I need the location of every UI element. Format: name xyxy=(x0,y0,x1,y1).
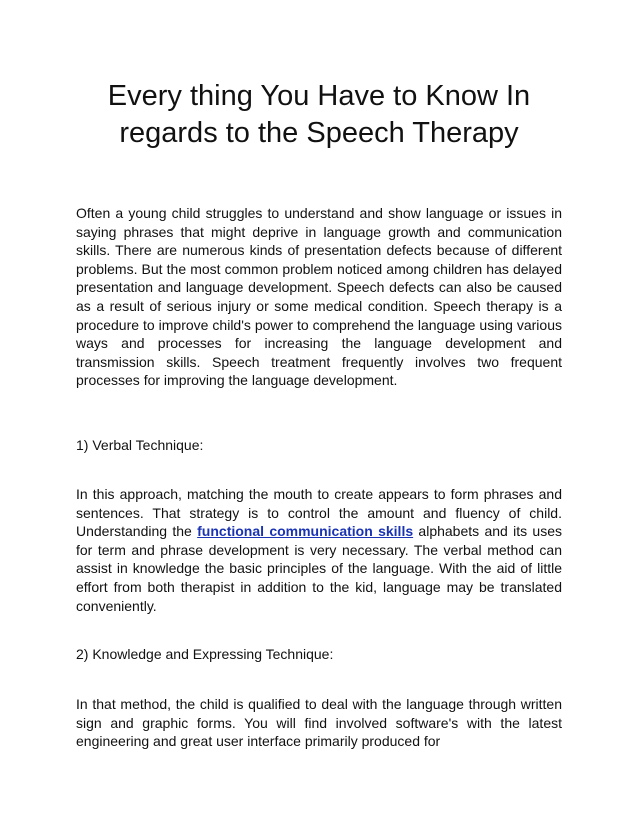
paragraph-text-before-link: In this approach, matching the mouth to create appears to form phrases and sentences. That strategy is to control the amount and fluency of child. Understanding the xyxy=(76,486,562,540)
paragraph-knowledge-expressing-technique: In that method, the child is qualified to deal with the language through written sign and graphic forms. You will find involved software's with the latest engineering and great user interface primarily produced for xyxy=(76,696,562,750)
section-heading-verbal-technique: 1) Verbal Technique: xyxy=(76,437,204,453)
functional-communication-skills-link[interactable]: functional communication skills xyxy=(197,523,414,540)
page-title: Every thing You Have to Know In regards to the Speech Therapy xyxy=(107,80,531,149)
section-heading-knowledge-expressing-technique: 2) Knowledge and Expressing Technique: xyxy=(76,646,334,662)
paragraph-verbal-technique xyxy=(76,485,562,615)
paragraph-text-after-link: alphabets and its uses for term and phrase development is very necessary. The verbal method can assist in knowledge the basic principles of the language. With the aid of little effort from both therapist in addition to the kid, language may be translated conveniently. xyxy=(76,523,562,614)
paragraph-intro: Often a young child struggles to understand and show language or issues in saying phrases that might deprive in language growth and communication skills. There are numerous kinds of presentation defects because of different problems. But the most common problem noticed among children has delayed presentation and language development. Speech defects can also be caused as a result of serious injury or some medical condition. Speech therapy is a procedure to improve child's power to comprehend the language using various ways and processes for increasing the language development and transmission skills. Speech treatment frequently involves two frequent processes for improving the language development. xyxy=(76,205,562,389)
